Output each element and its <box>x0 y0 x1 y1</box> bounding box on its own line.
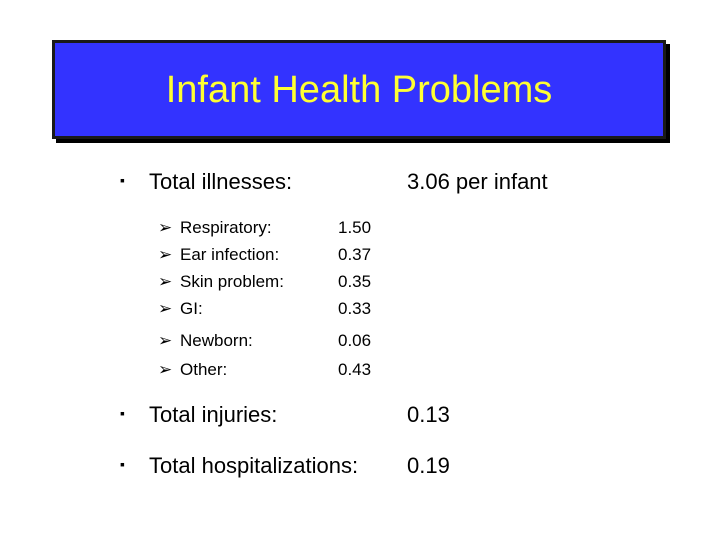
bullet-value: 0.19 <box>407 453 450 478</box>
bullet-total-hospitalizations <box>120 453 600 479</box>
arrow-bullet-icon: ➢ <box>158 245 173 264</box>
sub-item-other <box>158 358 398 382</box>
sub-item-value: 0.43 <box>338 360 372 379</box>
sub-item-value: 0.06 <box>338 331 372 350</box>
sub-item-skin-problem <box>158 270 398 294</box>
arrow-bullet-icon: ➢ <box>158 272 173 291</box>
sub-item-value: 0.35 <box>338 272 372 291</box>
sub-item-label: Skin problem: <box>180 272 284 291</box>
square-bullet-icon: ▪ <box>120 405 125 421</box>
arrow-bullet-icon: ➢ <box>158 299 173 318</box>
sub-item-respiratory <box>158 216 398 240</box>
bullet-total-injuries <box>120 402 600 428</box>
sub-item-label: GI: <box>180 299 203 318</box>
sub-item-newborn <box>158 329 398 353</box>
sub-item-value: 0.37 <box>338 245 372 264</box>
square-bullet-icon: ▪ <box>120 456 125 472</box>
sub-item-label: Respiratory: <box>180 218 272 237</box>
slide-title: Infant Health Problems <box>165 69 553 111</box>
sub-item-value: 1.50 <box>338 218 372 237</box>
title-box <box>52 40 666 139</box>
arrow-bullet-icon: ➢ <box>158 331 173 350</box>
bullet-label: Total hospitalizations: <box>149 453 359 478</box>
sub-item-label: Ear infection: <box>180 245 280 264</box>
bullet-total-illnesses <box>120 169 600 195</box>
bullet-label: Total illnesses: <box>149 169 293 194</box>
sub-item-ear-infection <box>158 243 398 267</box>
bullet-value: 3.06 per infant <box>407 169 548 194</box>
sub-item-gi <box>158 297 398 321</box>
sub-item-label: Newborn: <box>180 331 253 350</box>
arrow-bullet-icon: ➢ <box>158 218 173 237</box>
arrow-bullet-icon: ➢ <box>158 360 173 379</box>
square-bullet-icon: ▪ <box>120 172 125 188</box>
sub-item-label: Other: <box>180 360 228 379</box>
bullet-value: 0.13 <box>407 402 450 427</box>
sub-item-value: 0.33 <box>338 299 372 318</box>
bullet-label: Total injuries: <box>149 402 278 427</box>
